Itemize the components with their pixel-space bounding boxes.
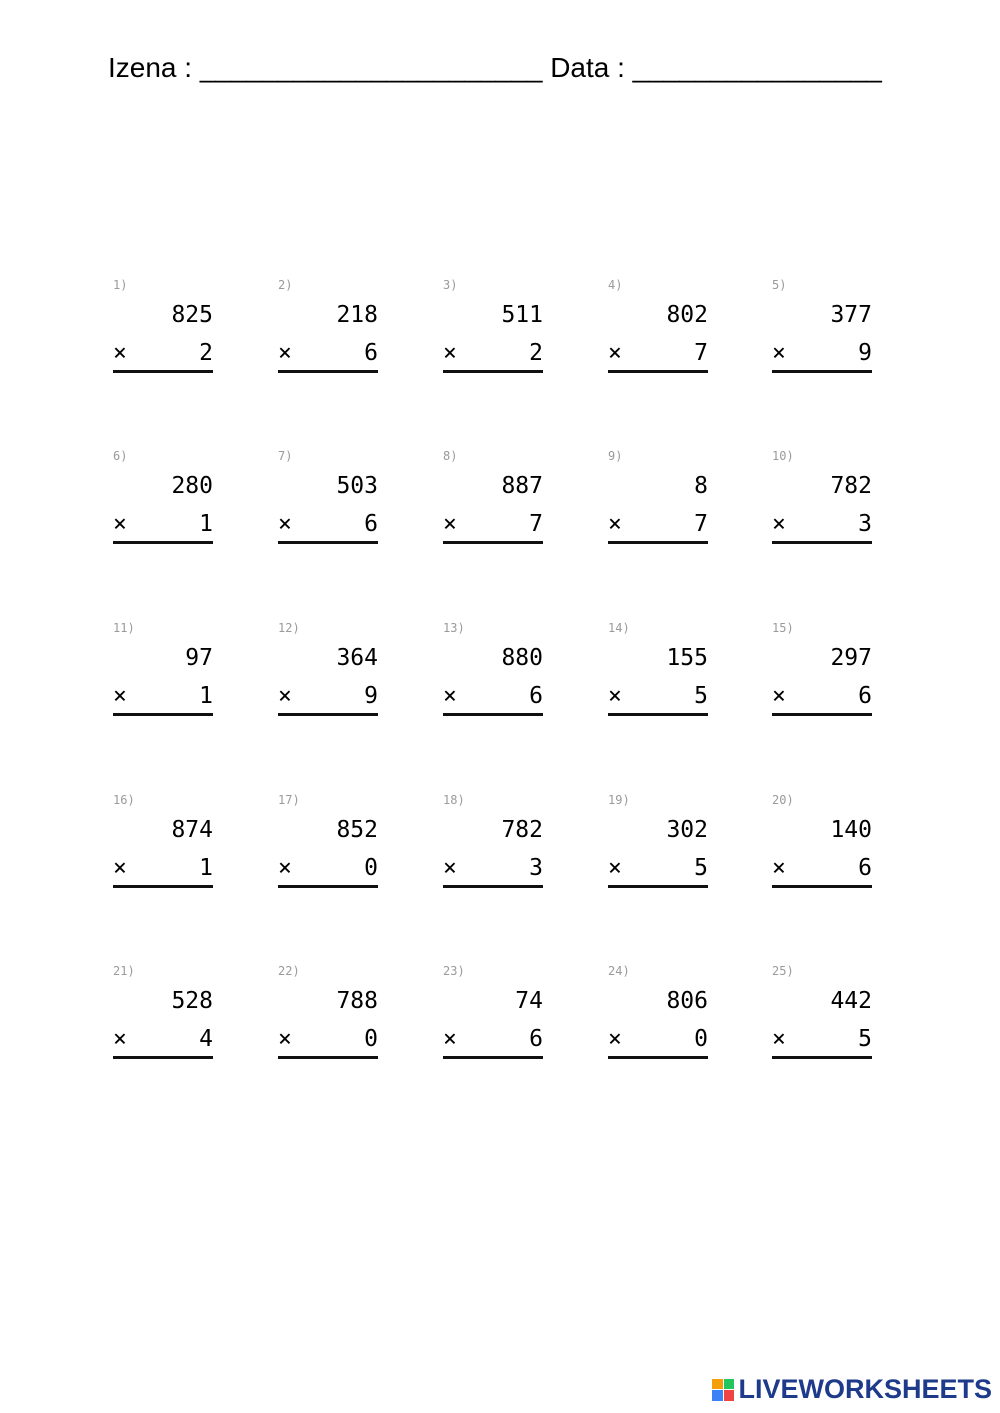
- answer-input[interactable]: [772, 545, 872, 573]
- multiplicand: 8: [694, 473, 708, 499]
- problem-block: [443, 964, 543, 1074]
- problem-block: [772, 278, 872, 388]
- answer-rule: [772, 541, 872, 544]
- multiplier: 6: [364, 340, 378, 366]
- multiplier: 9: [858, 340, 872, 366]
- liveworksheets-logo-icon: [712, 1379, 734, 1401]
- answer-rule: [443, 541, 543, 544]
- problem-number: 8): [443, 449, 458, 463]
- problem-number: 24): [608, 964, 630, 978]
- multiplicand: 297: [830, 645, 872, 671]
- answer-rule: [443, 370, 543, 373]
- multiply-sign: ×: [113, 1026, 127, 1052]
- multiplicand: 97: [185, 645, 213, 671]
- answer-input[interactable]: [278, 717, 378, 745]
- problem-block: [278, 621, 378, 731]
- problem-number: 19): [608, 793, 630, 807]
- problem-block: [443, 793, 543, 903]
- multiplicand: 788: [336, 988, 378, 1014]
- multiplier: 1: [199, 683, 213, 709]
- answer-input[interactable]: [113, 717, 213, 745]
- multiplicand: 364: [336, 645, 378, 671]
- multiplicand: 528: [171, 988, 213, 1014]
- answer-input[interactable]: [772, 374, 872, 402]
- multiplicand: 218: [336, 302, 378, 328]
- multiply-sign: ×: [443, 511, 457, 537]
- multiply-sign: ×: [608, 340, 622, 366]
- answer-rule: [278, 370, 378, 373]
- problem-number: 11): [113, 621, 135, 635]
- multiplier: 0: [694, 1026, 708, 1052]
- multiplicand: 280: [171, 473, 213, 499]
- problem-block: [278, 278, 378, 388]
- answer-rule: [772, 370, 872, 373]
- multiplicand: 887: [501, 473, 543, 499]
- multiplicand: 511: [501, 302, 543, 328]
- answer-rule: [608, 885, 708, 888]
- multiplicand: 852: [336, 817, 378, 843]
- answer-input[interactable]: [113, 889, 213, 917]
- answer-input[interactable]: [278, 374, 378, 402]
- multiplier: 6: [529, 1026, 543, 1052]
- answer-input[interactable]: [443, 717, 543, 745]
- multiply-sign: ×: [772, 340, 786, 366]
- liveworksheets-brand: [712, 1374, 992, 1405]
- problem-number: 7): [278, 449, 293, 463]
- answer-rule: [113, 713, 213, 716]
- multiplier: 2: [529, 340, 543, 366]
- answer-rule: [278, 1056, 378, 1059]
- problem-number: 12): [278, 621, 300, 635]
- multiplier: 7: [529, 511, 543, 537]
- multiplicand: 782: [830, 473, 872, 499]
- problem-block: [113, 278, 213, 388]
- problem-number: 10): [772, 449, 794, 463]
- problem-number: 21): [113, 964, 135, 978]
- answer-rule: [113, 885, 213, 888]
- answer-input[interactable]: [278, 1060, 378, 1088]
- multiplier: 3: [529, 855, 543, 881]
- multiply-sign: ×: [772, 683, 786, 709]
- multiplicand: 874: [171, 817, 213, 843]
- problem-block: [443, 449, 543, 559]
- multiplicand: 302: [666, 817, 708, 843]
- answer-rule: [608, 541, 708, 544]
- problem-block: [443, 621, 543, 731]
- logo-square-1: [712, 1379, 723, 1390]
- multiply-sign: ×: [278, 683, 292, 709]
- answer-input[interactable]: [278, 889, 378, 917]
- answer-rule: [608, 713, 708, 716]
- multiply-sign: ×: [113, 511, 127, 537]
- multiplicand: 442: [830, 988, 872, 1014]
- problem-block: [278, 964, 378, 1074]
- multiplier: 6: [858, 855, 872, 881]
- problem-block: [772, 964, 872, 1074]
- multiplier: 7: [694, 340, 708, 366]
- multiply-sign: ×: [443, 340, 457, 366]
- multiplier: 0: [364, 855, 378, 881]
- problem-block: [608, 621, 708, 731]
- multiplier: 6: [529, 683, 543, 709]
- answer-rule: [608, 1056, 708, 1059]
- multiplier: 3: [858, 511, 872, 537]
- multiplicand: 802: [666, 302, 708, 328]
- problem-number: 2): [278, 278, 293, 292]
- answer-rule: [113, 1056, 213, 1059]
- problem-block: [113, 793, 213, 903]
- answer-input[interactable]: [608, 717, 708, 745]
- answer-input[interactable]: [113, 545, 213, 573]
- multiply-sign: ×: [443, 683, 457, 709]
- problem-number: 22): [278, 964, 300, 978]
- problem-block: [443, 278, 543, 388]
- multiplicand: 377: [830, 302, 872, 328]
- multiply-sign: ×: [278, 340, 292, 366]
- answer-input[interactable]: [113, 374, 213, 402]
- logo-square-2: [724, 1379, 735, 1390]
- problem-number: 9): [608, 449, 623, 463]
- answer-rule: [443, 713, 543, 716]
- problem-number: 16): [113, 793, 135, 807]
- multiply-sign: ×: [113, 855, 127, 881]
- answer-input[interactable]: [608, 545, 708, 573]
- multiply-sign: ×: [113, 340, 127, 366]
- brand-text: LIVEWORKSHEETS: [738, 1374, 992, 1404]
- answer-input[interactable]: [443, 374, 543, 402]
- multiplicand: 806: [666, 988, 708, 1014]
- multiply-sign: ×: [278, 1026, 292, 1052]
- answer-rule: [772, 713, 872, 716]
- answer-input[interactable]: [608, 374, 708, 402]
- answer-rule: [113, 541, 213, 544]
- multiply-sign: ×: [608, 855, 622, 881]
- multiplier: 2: [199, 340, 213, 366]
- problem-number: 23): [443, 964, 465, 978]
- multiply-sign: ×: [113, 683, 127, 709]
- logo-square-4: [724, 1390, 735, 1401]
- multiply-sign: ×: [772, 1026, 786, 1052]
- problem-number: 17): [278, 793, 300, 807]
- problem-block: [772, 621, 872, 731]
- answer-rule: [113, 370, 213, 373]
- answer-input[interactable]: [772, 1060, 872, 1088]
- problem-block: [608, 793, 708, 903]
- problem-number: 1): [113, 278, 128, 292]
- multiplier: 7: [694, 511, 708, 537]
- problem-number: 6): [113, 449, 128, 463]
- multiplicand: 782: [501, 817, 543, 843]
- answer-input[interactable]: [608, 1060, 708, 1088]
- multiply-sign: ×: [772, 855, 786, 881]
- multiplicand: 880: [501, 645, 543, 671]
- answer-input[interactable]: [608, 889, 708, 917]
- answer-rule: [443, 885, 543, 888]
- problem-block: [772, 449, 872, 559]
- problem-block: [113, 449, 213, 559]
- problem-number: 18): [443, 793, 465, 807]
- multiply-sign: ×: [772, 511, 786, 537]
- multiply-sign: ×: [278, 511, 292, 537]
- multiplicand: 140: [830, 817, 872, 843]
- multiplier: 6: [364, 511, 378, 537]
- multiplier: 6: [858, 683, 872, 709]
- answer-rule: [278, 885, 378, 888]
- answer-input[interactable]: [278, 545, 378, 573]
- problem-block: [113, 621, 213, 731]
- problem-block: [278, 793, 378, 903]
- multiplicand: 503: [336, 473, 378, 499]
- multiply-sign: ×: [278, 855, 292, 881]
- multiplier: 4: [199, 1026, 213, 1052]
- multiplier: 5: [694, 683, 708, 709]
- multiply-sign: ×: [608, 511, 622, 537]
- name-date-header: Izena : ______________________ Data : ________________: [108, 52, 882, 83]
- answer-rule: [278, 713, 378, 716]
- multiplier: 1: [199, 511, 213, 537]
- multiplicand: 155: [666, 645, 708, 671]
- answer-input[interactable]: [443, 1060, 543, 1088]
- problem-block: [608, 449, 708, 559]
- answer-input[interactable]: [443, 889, 543, 917]
- problem-number: 25): [772, 964, 794, 978]
- multiplier: 5: [858, 1026, 872, 1052]
- problem-number: 14): [608, 621, 630, 635]
- multiplier: 5: [694, 855, 708, 881]
- problem-number: 20): [772, 793, 794, 807]
- answer-rule: [772, 1056, 872, 1059]
- logo-square-3: [712, 1390, 723, 1401]
- answer-rule: [772, 885, 872, 888]
- problem-block: [772, 793, 872, 903]
- answer-rule: [443, 1056, 543, 1059]
- answer-input[interactable]: [772, 889, 872, 917]
- problem-number: 15): [772, 621, 794, 635]
- answer-input[interactable]: [443, 545, 543, 573]
- multiply-sign: ×: [608, 1026, 622, 1052]
- answer-input[interactable]: [113, 1060, 213, 1088]
- multiplicand: 825: [171, 302, 213, 328]
- problem-block: [113, 964, 213, 1074]
- multiplier: 0: [364, 1026, 378, 1052]
- multiplier: 1: [199, 855, 213, 881]
- problem-block: [278, 449, 378, 559]
- problem-number: 4): [608, 278, 623, 292]
- answer-input[interactable]: [772, 717, 872, 745]
- multiply-sign: ×: [608, 683, 622, 709]
- answer-rule: [278, 541, 378, 544]
- multiply-sign: ×: [443, 1026, 457, 1052]
- problem-number: 3): [443, 278, 458, 292]
- problem-block: [608, 278, 708, 388]
- multiply-sign: ×: [443, 855, 457, 881]
- problem-number: 5): [772, 278, 787, 292]
- problem-number: 13): [443, 621, 465, 635]
- multiplicand: 74: [515, 988, 543, 1014]
- multiplier: 9: [364, 683, 378, 709]
- answer-rule: [608, 370, 708, 373]
- problem-block: [608, 964, 708, 1074]
